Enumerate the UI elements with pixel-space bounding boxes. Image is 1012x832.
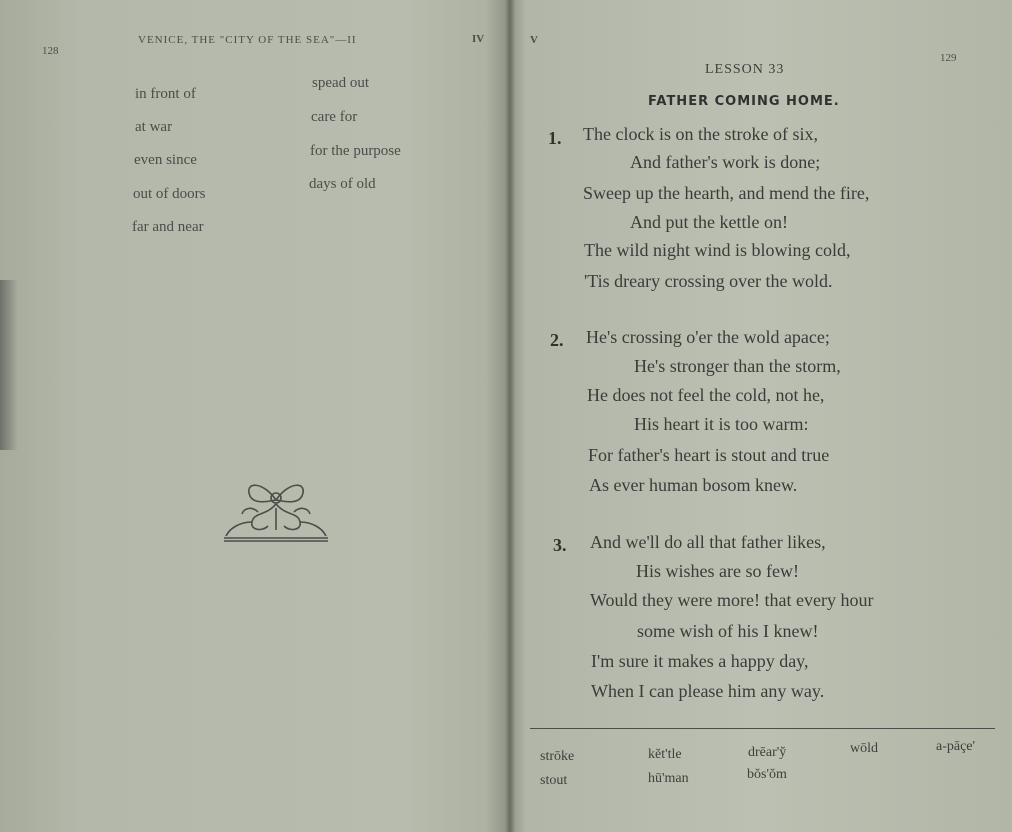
phrase-item: even since — [134, 152, 197, 168]
verse-line: His wishes are so few! — [636, 561, 799, 581]
vocab-word: kĕt'tle — [648, 747, 682, 762]
lesson-heading: LESSON 33 — [705, 62, 785, 77]
verse-line: The wild night wind is blowing cold, — [584, 240, 851, 260]
verse-line: 'Tis dreary crossing over the wold. — [584, 271, 833, 291]
poem-title: FATHER COMING HOME. — [648, 94, 840, 109]
stanza-number: 1. — [548, 128, 562, 148]
verse-line: And put the kettle on! — [630, 212, 788, 232]
floral-ornament — [222, 472, 330, 544]
phrase-item: spead out — [312, 75, 370, 91]
right-page-number: 129 — [940, 52, 957, 64]
left-section-mark: IV — [472, 33, 485, 45]
verse-line: He's crossing o'er the wold apace; — [586, 327, 830, 347]
phrase-item: care for — [311, 109, 358, 125]
vocab-word: wōld — [850, 741, 878, 756]
verse-line: As ever human bosom knew. — [589, 475, 798, 495]
verse-line: Sweep up the hearth, and mend the fire, — [583, 183, 870, 203]
stanza-number: 3. — [553, 535, 567, 555]
page-edge-shadow — [0, 280, 18, 450]
vocab-word: strōke — [540, 749, 575, 764]
phrase-item: out of doors — [133, 186, 206, 202]
book-gutter — [505, 0, 515, 832]
verse-line: I'm sure it makes a happy day, — [591, 651, 809, 671]
vocab-word: hū'man — [648, 771, 689, 786]
vocab-divider — [530, 728, 995, 729]
verse-line: And we'll do all that father likes, — [590, 532, 826, 552]
running-head: VENICE, THE "CITY OF THE SEA"—II — [138, 34, 357, 46]
verse-line: some wish of his I knew! — [637, 621, 819, 641]
verse-line: He does not feel the cold, not he, — [587, 385, 825, 405]
stanza-number: 2. — [550, 330, 564, 350]
right-section-mark: V — [530, 34, 538, 46]
vocab-word: a-pāçe' — [936, 739, 976, 754]
verse-line: The clock is on the stroke of six, — [583, 124, 818, 144]
verse-line: When I can please him any way. — [591, 681, 825, 701]
vocab-word: bŏs'ŏm — [747, 767, 787, 782]
phrase-item: far and near — [132, 219, 204, 235]
phrase-item: at war — [135, 119, 173, 135]
phrase-item: for the purpose — [310, 143, 401, 159]
phrase-item: in front of — [135, 86, 196, 102]
vocab-word: drēar'y̆ — [748, 745, 787, 760]
verse-line: He's stronger than the storm, — [634, 356, 841, 376]
verse-line: And father's work is done; — [630, 152, 821, 172]
verse-line: For father's heart is stout and true — [588, 445, 830, 465]
vocab-word: stout — [540, 773, 568, 788]
phrase-item: days of old — [309, 176, 376, 192]
verse-line: Would they were more! that every hour — [590, 590, 874, 610]
verse-line: His heart it is too warm: — [634, 414, 809, 434]
left-page-number: 128 — [42, 45, 59, 57]
